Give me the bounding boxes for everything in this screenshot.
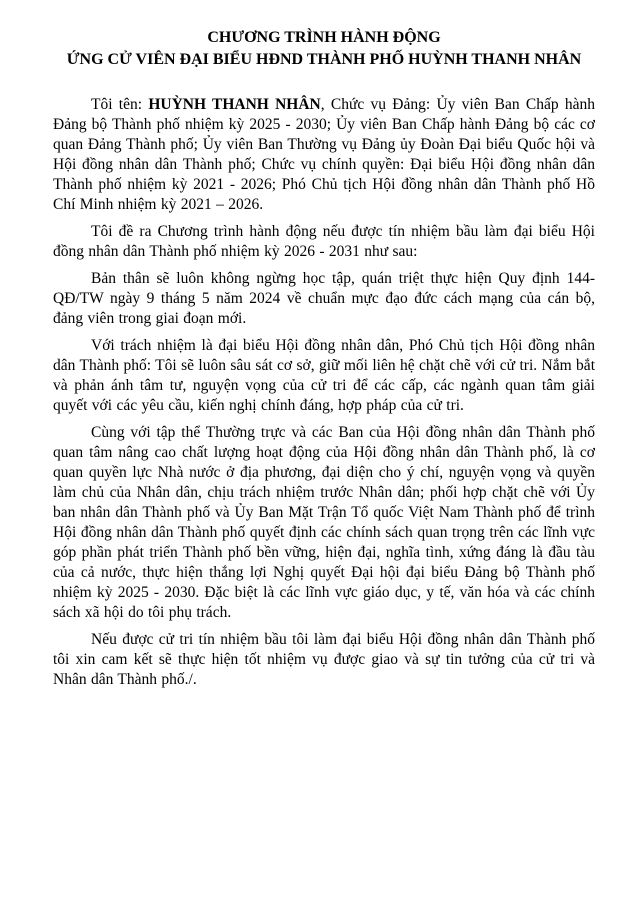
intro-prefix: Tôi tên: — [91, 96, 149, 113]
title-line-1: CHƯƠNG TRÌNH HÀNH ĐỘNG — [207, 29, 441, 46]
paragraph-commitment: Nếu được cử tri tín nhiệm bầu tôi làm đại biểu Hội đồng nhân dân Thành phố tôi xin cam kết sẽ thực hiện tốt nhiệm vụ được giao và sự tin tưởng của cử tri và Nhân dân Thành phố./. — [53, 631, 595, 688]
paragraph-introduction — [53, 95, 595, 215]
intro-positions: , Chức vụ Đảng: Ủy viên Ban Chấp hành Đảng bộ Thành phố nhiệm kỳ 2025 - 2030; Ủy viên Ban Chấp hành Đảng bộ các cơ quan Đảng Thành phố; Ủy viên Ban Thường vụ Đảng ủy Đoàn Đại biểu Quốc hội và Hội đồng nhân dân Thành phố; Chức vụ chính quyền: Đại biểu Hội đồng nhân dân Thành phố nhiệm kỳ 2021 - 2026; Phó Chủ tịch Hội đồng nhân dân Thành phố Hồ Chí Minh nhiệm kỳ 2021 – 2026. — [53, 96, 595, 213]
paragraph-responsibility: Với trách nhiệm là đại biểu Hội đồng nhân dân, Phó Chủ tịch Hội đồng nhân dân Thành phố: Tôi sẽ luôn sâu sát cơ sở, giữ mối liên hệ chặt chẽ với cử tri. Nắm bắt và phản ánh tâm tư, nguyện vọng của cử tri để các cấp, các ngành quan tâm giải quyết với các yêu cầu, kiến nghị chính đáng, hợp pháp của cử tri. — [53, 337, 595, 414]
title-line-2: ỨNG CỬ VIÊN ĐẠI BIỂU HĐND THÀNH PHỐ HUỲNH THANH NHÂN — [66, 51, 582, 68]
paragraph-self-study: Bản thân sẽ luôn không ngừng học tập, quán triệt thực hiện Quy định 144-QĐ/TW ngày 9 tháng 5 năm 2024 về chuẩn mực đạo đức cách mạng của cán bộ, đảng viên trong giai đoạn mới. — [53, 270, 595, 327]
paragraph-action-program-lead: Tôi đề ra Chương trình hành động nếu được tín nhiệm bầu làm đại biểu Hội đồng nhân dân Thành phố nhiệm kỳ 2026 - 2031 như sau: — [53, 223, 595, 260]
candidate-name: HUỲNH THANH NHÂN — [148, 96, 321, 113]
paragraph-council-work: Cùng với tập thể Thường trực và các Ban của Hội đồng nhân dân Thành phố quan tâm nâng cao chất lượng hoạt động của Hội đồng nhân dân Thành phố, là cơ quan quyền lực Nhà nước ở địa phương, đại diện cho ý chí, nguyện vọng và quyền làm chủ của Nhân dân, chịu trách nhiệm trước Nhân dân; phối hợp chặt chẽ với Ủy ban nhân dân Thành phố và Ủy Ban Mặt Trận Tổ quốc Việt Nam Thành phố để trình Hội đồng nhân dân Thành phố quyết định các chính sách quan trọng trên các lĩnh vực góp phần phát triển Thành phố bền vững, hiện đại, nghĩa tình, xứng đáng là đầu tàu của cả nước, thực hiện thắng lợi Nghị quyết Đại hội đại biểu Đảng bộ Thành phố nhiệm kỳ 2025 - 2030. Đặc biệt là các lĩnh vực giáo dục, y tế, văn hóa và các chính sách xã hội do tôi phụ trách. — [53, 424, 595, 621]
document-title — [53, 27, 595, 71]
